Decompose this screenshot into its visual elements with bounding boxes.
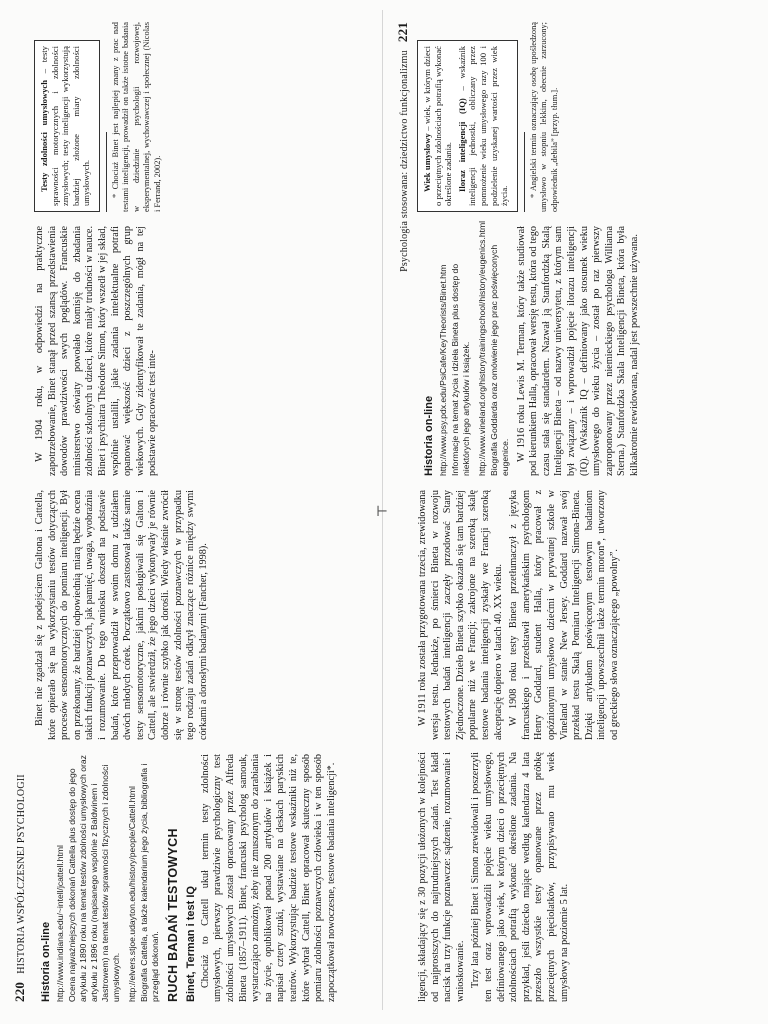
body-paragraph: ligencji, składający się z 30 pozycji ułożonych w kolejności od najprostszych do najtrudniejszych zadań. Test kładł nacisk na trzy funkcje poznawcze: sądzenie, rozumowanie i wnioskowanie. (417, 752, 466, 1002)
definition-term: Iloraz inteligencji (IQ) (456, 98, 467, 192)
right-page (395, 12, 765, 1012)
online-url[interactable]: http://elvers.stjoe.udayton.edu/history/people/Cattell.html (126, 786, 137, 1002)
body-paragraph: W 1911 roku została przygotowana trzecia, zrewidowana wersja testu. Jednakże, po śmierci Bineta w rozwoju testowych badań inteligencji zaczęły przodować Stany Zjednoczone. Dzieło Bineta szybko okazało się tam bardziej popularne niż we Francji; zakrojone na szeroką skalę testowe badania inteligencji zyskały we Francji szeroką akceptację dopiero w latach 40. XX wieku. (417, 490, 504, 740)
subsection-title: Binet, Terman i test IQ (185, 886, 198, 1002)
definition-term: Wiek umysłowy (422, 133, 432, 192)
online-description: Biografia Cattella, a także kalendarium jego życia, bibliografia i przegląd dokonań. (138, 763, 160, 1002)
online-heading: Historia on-line (40, 921, 52, 1002)
online-url[interactable]: http://www.vineland.org/history/trainingschool/history/eugenics.html (476, 220, 487, 476)
left-column-4 (34, 22, 166, 212)
right-column-2 (417, 490, 625, 740)
definition-text: – testy sprawności motorycznych i zdolności zmysłowych; testy inteligencji wykorzystują bardziej złożone miary zdolności umysłowych. (39, 46, 92, 206)
left-column-3 (34, 226, 163, 476)
right-column-1 (417, 752, 574, 1002)
running-head-title: HISTORIA WSPÓŁCZESNEJ PSYCHOLOGII (16, 774, 27, 974)
right-column-4 (417, 22, 563, 212)
footnote: * Chociaż Binet jest najlepiej znany z prac nad testami inteligencji, prowadził on także istotne badania w dziedzinie psychologii rozwojowej, eksperymentalnej, wychowawczej i społecznej (Nicolas i Ferrand, 2002). (110, 22, 162, 212)
body-paragraph: Trzy lata później Binet i Simon zrewidowali i poszerzyli ten test oraz wprowadzili pojęcie wieku umysłowego, definiowanego jako wiek, w którym dzieci o przeciętnych zdolnościach potrafią wykonać określone zadania. Na przykład, jeśli dziecko mające według kalendarza 4 lata przeszło wszystkie testy opanowane przez próbkę przeciętnych pięciolatków, przypisywano mu wiek umysłowy na poziomie 5 lat. (470, 752, 570, 1002)
online-url[interactable]: http://www.psy.pdx.edu/PsiCafe/KeyTheorists/Binet.htm (437, 264, 448, 476)
running-head-title: Psychologia stosowana: dziedzictwo funkcjonalizmu (399, 50, 410, 272)
footnote-rule (106, 132, 107, 212)
footnote-rule (524, 132, 525, 212)
body-paragraph: W 1904 roku, w odpowiedzi na praktyczne zapotrzebowanie, Binet stanął przed szansą przedstawienia dowodów prawdziwości swych poglądów. Francuskie ministerstwo oświaty powołało komisję do zbadania zdolności szkolnych u dzieci, które miały trudności w nauce. Binet i psychiatra Théodore Simon, który wszedł w jej skład, wspólnie ustalili, jakie zadania intelektualne potrafi opanować większość dzieci z poszczególnych grup wiekowych. Gdy zidentyfikował te zadania, mógł na tej podstawie opracować test inte- (34, 226, 159, 476)
definition-text: – wskaźnik inteligencji jednostki, obliczany przez pomnożenie wieku umysłowego razy 100 i podzielenie uzyskanej wartości przez wiek życia. (456, 45, 510, 206)
online-url[interactable]: http://www.indiana.edu/~intell/jcattell.html (54, 845, 65, 1002)
left-page (12, 12, 382, 1012)
online-description: Biografia Goddarda oraz omówienie jego prac poświęconych eugenice. (488, 244, 510, 476)
left-column-1 (34, 754, 341, 1002)
page-number-220: 220 (12, 981, 27, 1002)
left-running-head (12, 774, 28, 1002)
left-column-2 (34, 490, 213, 740)
definition-text: – wiek, w którym dzieci o przeciętnych zdolnościach potrafią wykonać określone zadania. (422, 46, 454, 206)
online-description: Informacje na temat życia i dzieła Bineta plus dostęp do niektórych jego artykułów i książek. (449, 263, 471, 476)
body-paragraph: W 1916 roku Lewis M. Terman, który także studiował pod kierunkiem Halla, opracował wersję testu, która od tego czasu stała się standardem. Nazwał ją Stanfordzką Skalą Inteligencji Bineta – od nazwy uniwersytetu, z którym sam był związany – i wprowadził pojęcie ilorazu inteligencji (IQ). (Wskaźnik IQ – definiowany jako stosunek wieku umysłowego do wieku życia – został po raz pierwszy zaproponowany przez niemieckiego psychologa Williama Sterna.) Stanfordzka Skala Inteligencji Bineta, która była kilkakrotnie rewidowana, nadal jest powszechnie używana. (515, 226, 640, 476)
body-paragraph: W 1908 roku testy Bineta przetłumaczył z języka francuskiego i przedstawił amerykańskim psychologom Henry Goddard, student Halla, który pracował z opóźnionymi umysłowo dziećmi w prywatnej szkole w Vineland w stanie New Jersey. Goddard nazwał swój przekład testu Skalą Pomiaru Inteligencji Simona-Bineta. Dzięki artykułom poświęconym testowym badaniom inteligencji upowszechnił także termin moron*, utworzony od greckiego słowa oznaczającego „powolny”. (508, 490, 620, 740)
online-description: Ocena najważniejszych dokonań Cattella plus dostęp do jego artykułu z 1890 roku na temat testów zdolności umysłowych oraz artykułu z 1896 roku (napisanego wspólnie z Baldwinem i Jastrowem) na temat testów sprawności fizycznych i zdolności umysłowych. (66, 755, 121, 1002)
definition-term: Testy zdolności umysłowych (39, 80, 49, 192)
right-column-3 (417, 220, 645, 476)
binding-mark: ⊢ (375, 505, 389, 520)
online-heading: Historia on-line (423, 395, 435, 476)
body-paragraph: Binet nie zgadzał się z podejściem Galtona i Cattella, które opierało się na wykorzystaniu testów dotyczących procesów sensomotorycznych do pomiaru inteligencji. Był on przekonany, że bardziej odpowiednią miarą będzie ocena takich funkcji poznawczych, jak pamięć, uwaga, wyobraźnia i rozumowanie. Do tego wniosku doszedł na podstawie badań, które przeprowadził w swoim domu z udziałem dwóch młodych córek. Początkowo zastosował także sarnie testy sensomotoryczne, jakimi posługiwali się Galton i Cattell, ale stwierdził, że jego dzieci wykonywały je równie dobrze i równie szybko jak dorośli. Wiedy właśnie zwrócił się w stronę testów zdolności poznawczych w przypadku tego rodzaju zadań odkrył znaczące różnice między swymi córkami a dorosłymi badanymi (Fancher, 1998). (34, 490, 209, 740)
margin-definition-box (34, 40, 100, 212)
body-paragraph: Chociaż to Cattell ukuł termin testy zdolności umysłowych, pierwszy prawdziwie psychologiczny test zdolności umysłowych został opracowany przez Alfreda Bineta (1857–1911). Binet, francuski psycholog samouk, wystarczająco zamożny, żeby nie zmuszonym do zarabiania na życie, opublikował ponad 200 artykułów i książek i napisał cztery sztuki, wystawiane na deskach paryskich teatrów. Wykorzystując badzież testowe wskaźniki niż te, które wybrał Cattell, Binet opracował skuteczny sposób pomiaru zdolności poznawczych człowieka i w ten sposób zapoczątkował nowoczesne, testowe badania inteligencji*. (199, 754, 337, 1002)
section-title: RUCH BADAŃ TESTOWYCH (165, 828, 180, 1002)
margin-definition-box (417, 40, 518, 212)
right-running-head (395, 22, 411, 272)
page-number-221: 221 (395, 22, 410, 43)
footnote: * Angielski termin oznaczający osobę upośledzoną umysłowo w stopniu lekkim, obecnie zarzucony; odpowiednik „debila” [przyp. tłum.]. (528, 22, 559, 212)
